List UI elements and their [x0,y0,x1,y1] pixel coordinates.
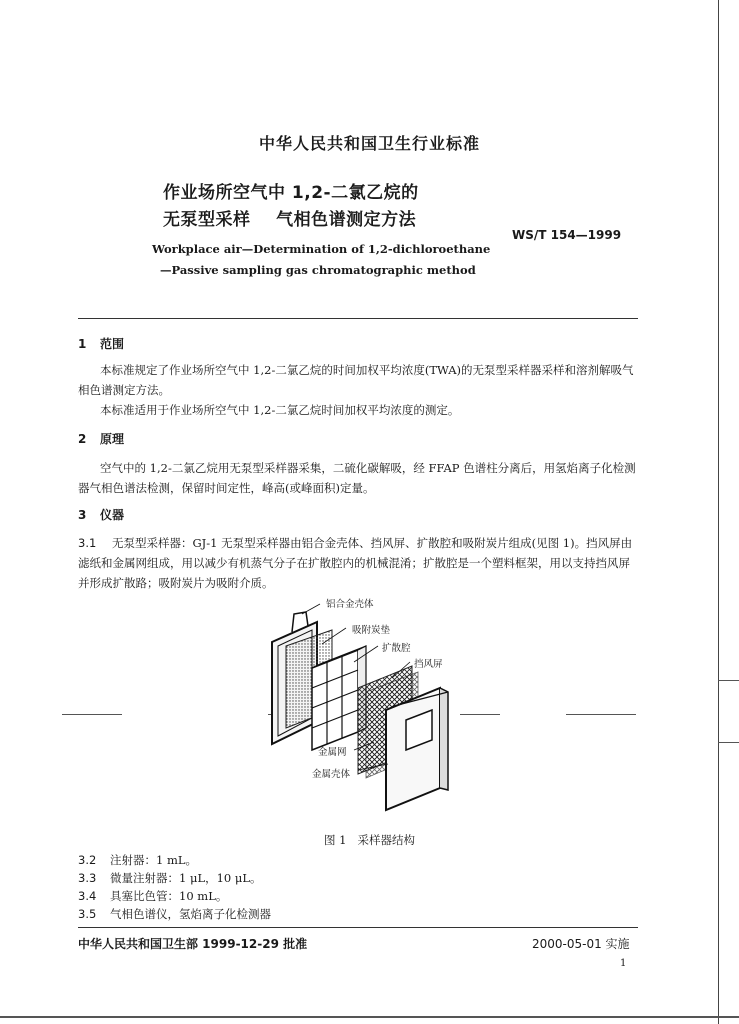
approval-text: 中华人民共和国卫生部 1999-12-29 批准 [78,937,308,951]
item-3-1 [78,533,638,593]
section-number: 2 [78,432,87,446]
item-text: 具塞比色管：10 mL。 [110,889,228,903]
item-3-5 [78,904,271,924]
section-3-heading [78,506,124,523]
section-title: 仪器 [100,508,125,522]
item-text: 无泵型采样器：GJ-1 无泵型采样器由铝合金壳体、挡风屏、扩散腔和吸附炭片组成(见图 1)。挡风屏由滤纸和金属网组成，用以减少有机蒸气分子在扩散腔内的机械混淆；扩散腔是一个塑料框架，用以支持挡风屏并形成扩散路；吸附炭片为吸附介质。 [78,536,633,590]
footer-rule [78,927,638,928]
section-title: 原理 [100,432,125,446]
scan-line-far-right [718,680,739,681]
scan-line-mid-right [460,714,500,715]
section-2-paragraph-1: 空气中的 1,2-二氯乙烷用无泵型采样器采集，二硫化碳解吸，经 FFAP 色谱柱分离后，用氢焰离子化检测器气相色谱法检测，保留时间定性，峰高(或峰面积)定量。 [78,461,636,495]
label-aluminum-shell: 铝合金壳体 [326,599,374,610]
label-adsorbent-pad: 吸附炭垫 [352,625,391,636]
title-cn-line2: 无泵型采样 气相色谱测定方法 [163,210,417,230]
figure-caption: 图 1 采样器结构 [324,833,415,847]
label-metal-shell: 金属壳体 [312,769,351,780]
item-text: 气相色谱仪，氢焰离子化检测器 [110,907,271,921]
item-number: 3.2 [78,853,97,867]
item-number: 3.4 [78,889,97,903]
section-2-heading [78,430,124,447]
section-1-heading [78,335,124,352]
item-number: 3.5 [78,907,97,921]
item-3-4 [78,886,227,906]
section-1-paragraph-1: 本标准规定了作业场所空气中 1,2-二氯乙烷的时间加权平均浓度(TWA)的无泵型采样器采样和溶剂解吸气相色谱测定方法。 [78,363,634,397]
scan-edge-bottom [0,1016,739,1018]
label-metal-mesh: 金属网 [318,747,347,758]
scan-line-far-right-2 [718,742,739,743]
scan-line-right [566,714,636,715]
section-number: 3 [78,508,87,522]
section-number: 1 [78,337,87,351]
scan-line-left [62,714,122,715]
label-diffusion-chamber: 扩散腔 [382,643,411,654]
item-3-3 [78,868,261,888]
label-wind-screen: 挡风屏 [414,659,443,670]
section-1-paragraph-2: 本标准适用于作业场所空气中 1,2-二氯乙烷时间加权平均浓度的测定。 [100,403,460,417]
title-cn-line1: 作业场所空气中 1,2-二氯乙烷的 [163,183,419,203]
title-en-line2: —Passive sampling gas chromatographic method [160,263,476,277]
page-number: 1 [620,958,627,969]
item-text: 注射器：1 mL。 [110,853,198,867]
item-number: 3.1 [78,536,97,550]
standard-number: WS/T 154—1999 [512,228,622,242]
implementation-text: 2000-05-01 实施 [532,937,630,951]
metal-shell-part [386,688,448,810]
standard-title: 中华人民共和国卫生行业标准 [258,134,480,153]
header-rule [78,318,638,319]
item-3-2 [78,850,197,870]
item-text: 微量注射器：1 μL，10 μL。 [110,871,262,885]
section-title: 范围 [100,337,125,351]
title-en-line1: Workplace air—Determination of 1,2-dichloroethane [152,242,491,256]
item-number: 3.3 [78,871,97,885]
